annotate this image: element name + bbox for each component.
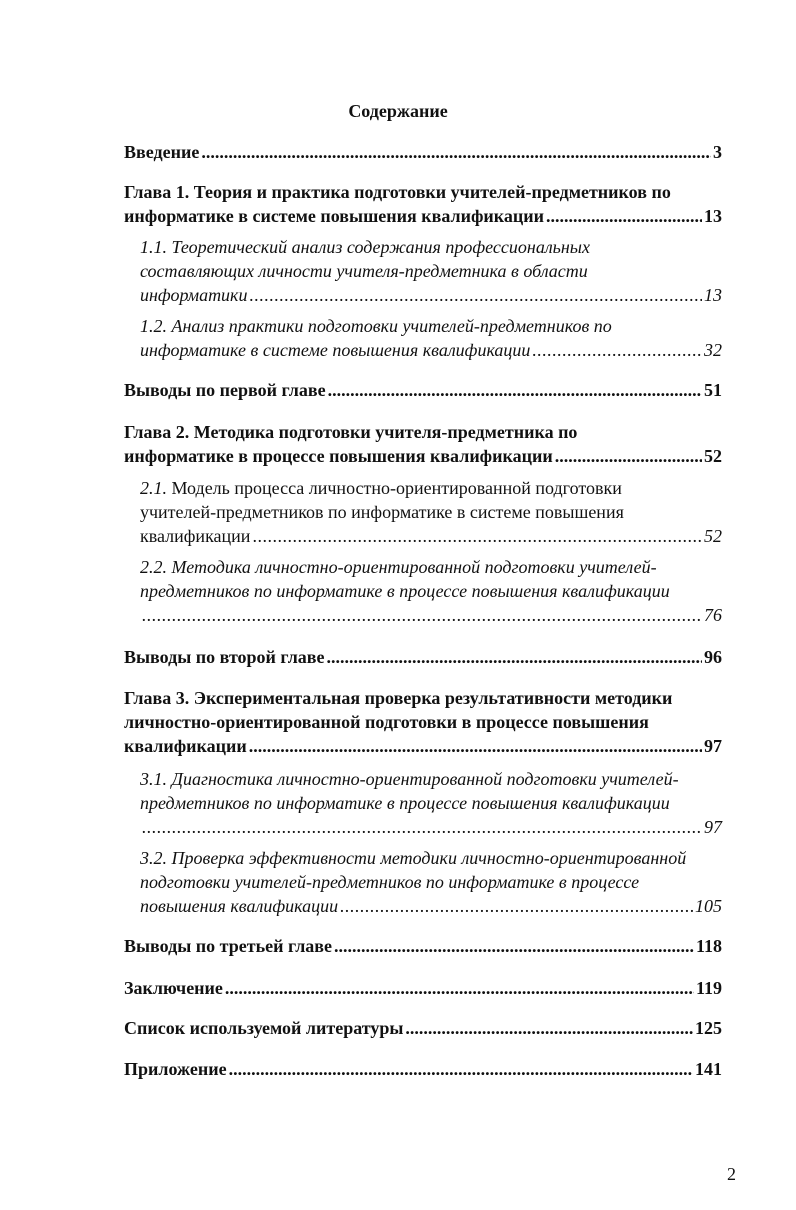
toc-entry-section-3-2: [140, 846, 722, 918]
toc-entry-section-2-1: [140, 476, 722, 548]
toc-entry-line: 3.2. Проверка эффективности методики личностно-ориентированной: [140, 848, 687, 868]
toc-entry-label: Выводы по третьей главе: [124, 936, 333, 956]
page-number: 2: [727, 1164, 736, 1184]
toc-entry-label: Заключение: [124, 978, 223, 998]
toc-entry-section-1-2: [140, 314, 722, 362]
toc-entry-label: Выводы по первой главе: [124, 380, 326, 400]
toc-entry-section-1-1: [140, 235, 722, 307]
toc-entry-label: информатике в процессе повышения квалификации: [124, 446, 553, 466]
toc-entry-label: информатике в системе повышения квалификации: [124, 206, 545, 226]
toc-entry-page: 13: [704, 285, 722, 305]
toc-entry-label: информатике в системе повышения квалификации: [140, 340, 531, 360]
toc-entry-section-3-1: [140, 767, 722, 839]
toc-entry-line: подготовки учителей-предметников по информатике в процессе: [140, 872, 640, 892]
toc-entry-line: 3.1. Диагностика личностно-ориентированной подготовки учителей-: [140, 769, 679, 789]
toc-entry-conclusions-1: [124, 378, 722, 402]
toc-entry-chapter-1: [124, 180, 722, 228]
toc-entry-label: квалификации: [124, 736, 247, 756]
toc-entry-line: 2.2. Методика личностно-ориентированной подготовки учителей-: [140, 557, 657, 577]
toc-entry-label: квалификации: [140, 526, 251, 546]
toc-entry-label: Введение: [124, 142, 200, 162]
toc-entry-line: Глава 2. Методика подготовки учителя-предметника по: [124, 422, 578, 442]
toc-entry-page: 52: [704, 446, 722, 466]
toc-entry-page: 51: [704, 380, 722, 400]
toc-entry-page: 97: [704, 817, 722, 837]
toc-entry-section-2-2: [140, 555, 722, 627]
toc-entry-line: личностно-ориентированной подготовки в процессе повышения: [124, 712, 649, 732]
toc-entry-page: 52: [704, 526, 722, 546]
toc-entry-conclusions-2: [124, 645, 722, 669]
toc-entry-page: 118: [695, 936, 722, 956]
toc-entry-line: составляющих личности учителя-предметника в области: [140, 261, 588, 281]
toc-entry-page: 141: [695, 1059, 722, 1079]
toc-entry-conclusions-3: [124, 934, 722, 958]
toc-entry-label: Приложение: [124, 1059, 227, 1079]
toc-entry-label: информатики: [140, 285, 248, 305]
toc-entry-page: 97: [704, 736, 722, 756]
toc-entry-line: предметников по информатике в процессе повышения квалификации: [140, 793, 670, 813]
toc-entry-page: 96: [704, 647, 722, 667]
toc-entry-page: 76: [704, 605, 722, 625]
toc-entry-chapter-3: [124, 686, 722, 758]
toc-entry-number: 2.1.: [140, 478, 167, 498]
toc-entry-line: предметников по информатике в процессе повышения квалификации: [140, 581, 670, 601]
toc-entry-label: повышения квалификации: [140, 896, 339, 916]
toc-entry-line: 1.1. Теоретический анализ содержания профессиональных: [140, 237, 590, 257]
toc-entry-line: Модель процесса личностно-ориентированной подготовки: [171, 478, 622, 498]
toc-entry-line: 1.2. Анализ практики подготовки учителей-предметников по: [140, 316, 612, 336]
toc-entry-references: [124, 1016, 722, 1040]
toc-entry-line: учителей-предметников по информатике в системе повышения: [140, 502, 624, 522]
toc-entry-page: 32: [704, 340, 722, 360]
toc-entry-label: Выводы по второй главе: [124, 647, 325, 667]
toc-entry-conclusion: [124, 976, 722, 1000]
page-title: Содержание: [348, 101, 448, 121]
toc-entry-page: 125: [695, 1018, 722, 1038]
toc-entry-page: 13: [704, 206, 722, 226]
toc-entry-page: 119: [695, 978, 722, 998]
toc-entry-line: Глава 1. Теория и практика подготовки учителей-предметников по: [124, 182, 671, 202]
toc-entry-label: Список используемой литературы: [124, 1018, 404, 1038]
toc-entry-chapter-2: [124, 420, 722, 468]
toc-entry-intro: [124, 140, 722, 164]
toc-entry-line: Глава 3. Экспериментальная проверка результативности методики: [124, 688, 673, 708]
toc-entry-page: 105: [695, 896, 722, 916]
toc-entry-appendix: [124, 1057, 722, 1081]
toc-entry-page: 3: [713, 142, 722, 162]
